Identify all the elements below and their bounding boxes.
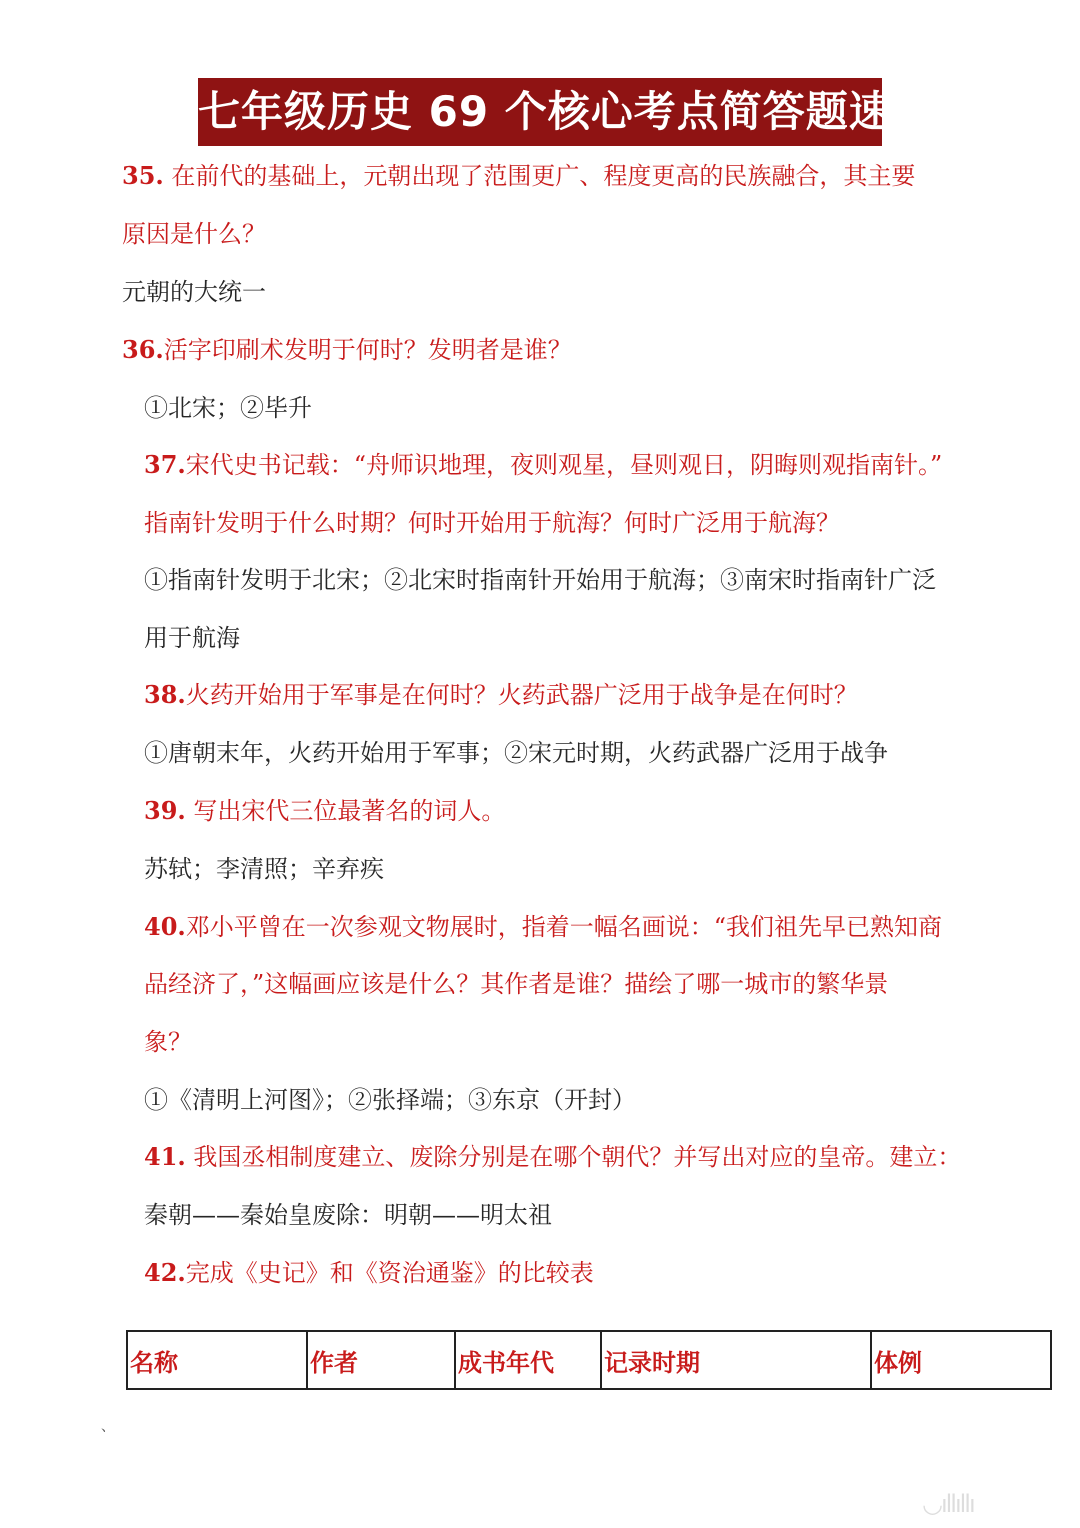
- question-number: 36.: [122, 335, 164, 364]
- question-38: [144, 677, 858, 713]
- table-header-author: 作者: [307, 1331, 455, 1389]
- question-text: 完成《史记》和《资治通鉴》的比较表: [185, 1259, 594, 1287]
- answer-40: ①《清明上河图》；②张择端；③东京（开封）: [144, 1086, 636, 1114]
- answer-36: ①北宋；②毕升: [144, 394, 312, 422]
- question-number: 39.: [144, 796, 186, 825]
- answer-35: 元朝的大统一: [122, 278, 266, 306]
- answer-41: 秦朝——秦始皇废除：明朝——明太祖: [144, 1201, 552, 1229]
- page-title: 七年级历史 69 个核心考点简答题速记: [198, 78, 882, 146]
- question-number: 38.: [144, 680, 186, 709]
- question-35-line-1: [122, 158, 915, 194]
- question-39: [144, 793, 505, 829]
- question-40-line-2: 品经济了，”这幅画应该是什么？其作者是谁？描绘了哪一城市的繁华景: [144, 970, 889, 998]
- table-header-style: 体例: [871, 1331, 1051, 1389]
- question-40-line-1: [144, 909, 942, 945]
- question-text: 我国丞相制度建立、废除分别是在哪个朝代？并写出对应的皇帝。建立：: [185, 1143, 962, 1171]
- question-text: 在前代的基础上，元朝出现了范围更广、程度更高的民族融合，其主要: [163, 162, 916, 190]
- question-number: 35.: [122, 161, 164, 190]
- question-37-line-2: 指南针发明于什么时期？何时开始用于航海？何时广泛用于航海？: [144, 509, 840, 537]
- table-header-year: 成书年代: [455, 1331, 601, 1389]
- table-header-period: 记录时期: [601, 1331, 871, 1389]
- table-header-row: [127, 1331, 1051, 1389]
- question-text: 火药开始用于军事是在何时？火药武器广泛用于战争是在何时？: [185, 681, 858, 709]
- table-header-name: 名称: [127, 1331, 307, 1389]
- answer-37-line-2: 用于航海: [144, 624, 240, 652]
- question-36: [122, 332, 572, 368]
- question-text: 写出宋代三位最著名的词人。: [185, 797, 506, 825]
- answer-39: 苏轼；李清照；辛弃疾: [144, 855, 384, 883]
- question-number: 42.: [144, 1258, 186, 1287]
- question-text: 邓小平曾在一次参观文物展时，指着一幅名画说：“我们祖先早已熟知商: [185, 913, 943, 941]
- comparison-table: [126, 1330, 1052, 1390]
- question-42: [144, 1255, 594, 1291]
- question-number: 37.: [144, 450, 186, 479]
- stray-mark: 、: [101, 1419, 115, 1435]
- question-number: 41.: [144, 1142, 186, 1171]
- question-40-line-3: 象？: [144, 1028, 192, 1056]
- question-text: 活字印刷术发明于何时？发明者是谁？: [163, 336, 572, 364]
- question-37-line-1: [144, 447, 942, 483]
- question-41: [144, 1139, 961, 1175]
- answer-38: ①唐朝末年，火药开始用于军事；②宋元时期，火药武器广泛用于战争: [144, 739, 888, 767]
- question-number: 40.: [144, 912, 186, 941]
- answer-37-line-1: ①指南针发明于北宋；②北宋时指南针开始用于航海；③南宋时指南针广泛: [144, 566, 936, 594]
- watermark-logo: ◡ıllıllı: [922, 1490, 974, 1518]
- question-35-line-2: 原因是什么？: [122, 220, 266, 248]
- question-text: 宋代史书记载：“舟师识地理，夜则观星，昼则观日，阴晦则观指南针。”: [185, 451, 943, 479]
